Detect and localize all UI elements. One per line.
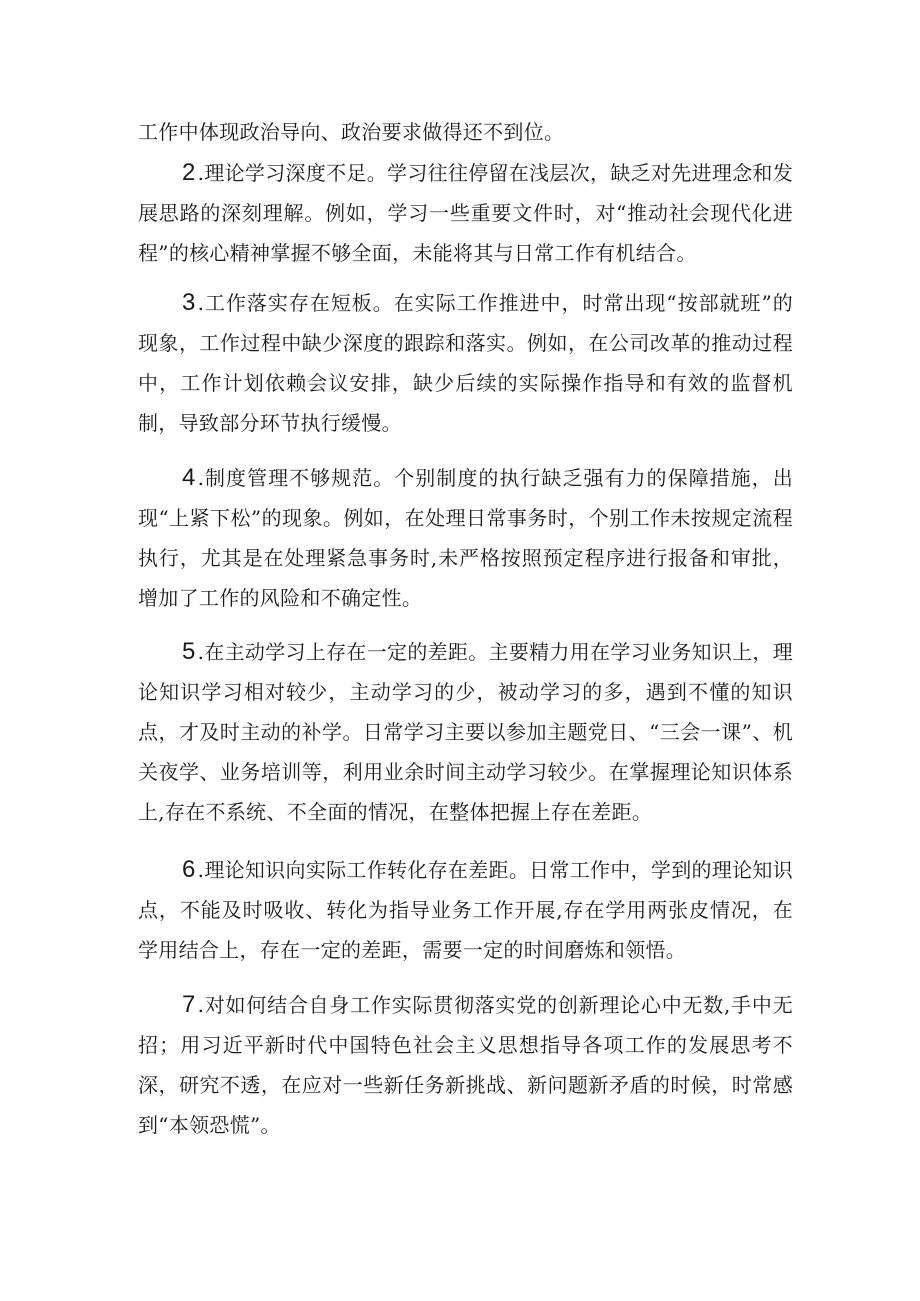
list-item-2 [138, 153, 793, 273]
item-number: 2 [182, 159, 196, 186]
item-number: 4 [182, 464, 196, 491]
item-number: 3 [182, 289, 196, 316]
list-item-6 [138, 850, 793, 970]
paragraph-continuation [138, 112, 793, 152]
item-text: .理论知识向实际工作转化存在差距。日常工作中，学到的理论知识点，不能及时吸收、转化为指导业务工作开展,存在学用两张皮情况，在学用结合上，存在一定的差距，需要一定的时间磨炼和领悟。 [138, 858, 794, 962]
list-item-3 [138, 283, 793, 443]
item-text: .在主动学习上存在一定的差距。主要精力用在学习业务知识上，理论知识学习相对较少，主动学习的少，被动学习的多，遇到不懂的知识点，才及时主动的补学。日常学习主要以参加主题党日、“三会一课”、机关夜学、业务培训等，利用业余时间主动学习较少。在掌握理论知识体系上,存在不系统、不全面的情况，在整体把握上存在差距。 [138, 640, 794, 824]
item-text: .对如何结合自身工作实际贯彻落实党的创新理论心中无数,手中无招；用习近平新时代中国特色社会主义思想指导各项工作的发展思考不深，研究不透，在应对一些新任务新挑战、新问题新矛盾的时候，时常感到“本领恐慌”。 [138, 993, 793, 1137]
item-number: 7 [182, 991, 196, 1018]
item-number: 6 [182, 856, 196, 883]
list-item-4 [138, 458, 793, 618]
item-text: .工作落实存在短板。在实际工作推进中，时常出现“按部就班”的现象，工作过程中缺少深度的跟踪和落实。例如，在公司改革的推动过程中，工作计划依赖会议安排，缺少后续的实际操作指导和有效的监督机制，导致部分环节执行缓慢。 [138, 291, 793, 435]
paragraph-text: 工作中体现政治导向、政治要求做得还不到位。 [138, 120, 565, 144]
list-item-7 [138, 985, 793, 1145]
item-number: 5 [182, 638, 196, 665]
list-item-5 [138, 632, 793, 832]
item-text: .制度管理不够规范。个别制度的执行缺乏强有力的保障措施，出现“上紧下松”的现象。例如，在处理日常事务时，个别工作未按规定流程执行，尤其是在处理紧急事务时,未严格按照预定程序进行报备和审批，增加了工作的风险和不确定性。 [138, 466, 793, 610]
item-text: .理论学习深度不足。学习往往停留在浅层次，缺乏对先进理念和发展思路的深刻理解。例如，学习一些重要文件时，对“推动社会现代化进程”的核心精神掌握不够全面，未能将其与日常工作有机结合。 [138, 161, 794, 265]
